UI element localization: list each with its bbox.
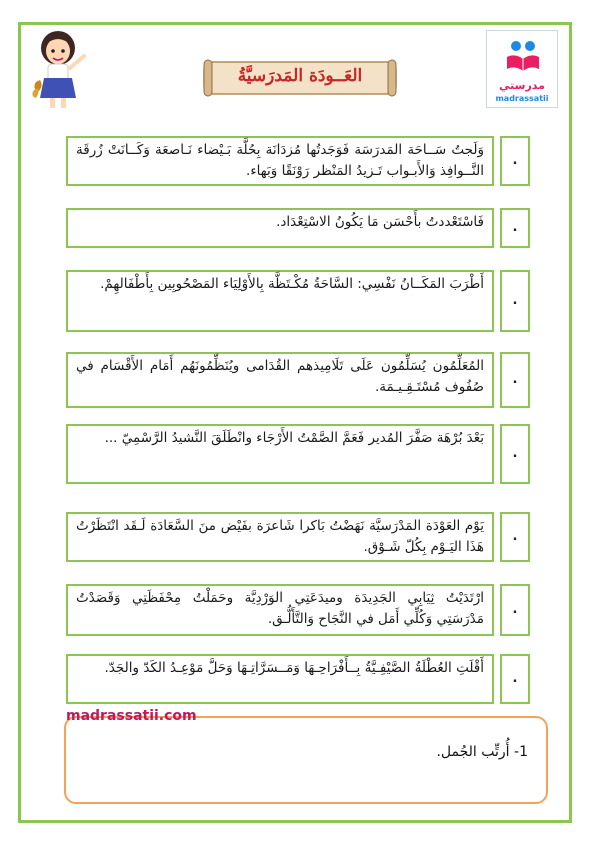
sentence-row — [66, 136, 530, 186]
order-number: . — [512, 220, 518, 235]
order-number-box[interactable] — [500, 424, 530, 484]
order-number: . — [512, 153, 518, 168]
sentence-row — [66, 208, 530, 248]
sentence-row — [66, 270, 530, 332]
order-number: . — [512, 529, 518, 544]
question-box — [64, 716, 548, 804]
question-text: 1- أُرتِّب الجُمل. — [436, 744, 528, 760]
watermark: madrassatii.com — [66, 708, 197, 724]
order-number-box[interactable] — [500, 270, 530, 332]
sentence-text: أَقْلَتِ العُطْلَةُ الصَّيْفِـيَّةُ بِــأَفْرَاحِـهَا وَمَــسَرَّاتِـهَا وَحَلَّ مَوْعِـدُ الكَدّ والجَدّ. — [66, 654, 494, 704]
order-number-box[interactable] — [500, 352, 530, 408]
sentence-row — [66, 584, 530, 636]
order-number-box[interactable] — [500, 584, 530, 636]
order-number-box[interactable] — [500, 512, 530, 562]
sentence-row — [66, 512, 530, 562]
order-number: . — [512, 602, 518, 617]
logo-latin-text: madrassatii — [495, 94, 549, 103]
sentence-text: ارْتَدَيْتُ ثِيَابِي الجَدِيدَة وميدَعَتِي الوَرْدِيَّة وحَمَلْتُ مِحْفَظَتِي وَقَصَدْتُ مَدْرَسَتِي وَكُلِّي أَمَل في النَّجَاح وَالتَّأَلُّـق. — [66, 584, 494, 636]
sentence-row — [66, 352, 530, 408]
order-number-box[interactable] — [500, 208, 530, 248]
sentence-text: فَاسْتَعْددتُ بأَحْسَن مَا يَكُونُ الاسْتِعْدَاد. — [66, 208, 494, 248]
order-number: . — [512, 372, 518, 387]
sentence-text: أَطْرَبَ المَكَــانُ نَفْسِي: السَّاحَةُ مُكْـتَظَّة بِالأَوْلِيَاء المَصْحُوبِين بِأَطْفَالهِمْ. — [66, 270, 494, 332]
order-number: . — [512, 446, 518, 461]
sentence-text: يَوْم العَوْدَة المَدْرَسيَّة نَهَضْتُ بَاكرا شَاعرَة بفَيْض منَ السَّعَادَة لَـقَد انْتَظَرْتُ هَذَا اليَـوْم بِكُلّ شَـوْق. — [66, 512, 494, 562]
sentence-row — [66, 424, 530, 484]
order-number-box[interactable] — [500, 136, 530, 186]
logo-book-icon — [505, 39, 541, 73]
order-number: . — [512, 671, 518, 686]
title-banner — [200, 58, 400, 98]
order-number: . — [512, 293, 518, 308]
sentence-row — [66, 654, 530, 704]
order-number-box[interactable] — [500, 654, 530, 704]
logo-arabic-text: مدرستي — [499, 79, 545, 92]
girl-illustration — [28, 26, 92, 112]
page-title: العَــودَة المَدرَسيَّةُ — [237, 66, 363, 86]
sentence-text: المُعَلِّمُون يُسَلِّمُون عَلَى تَلَامِيذهم القُدَامى ويُنَظِّمُونَهُم أَمَام الأَقْسَام في صُفُوف مُسْتَـقِـيـمَة. — [66, 352, 494, 408]
sentence-text: بَعْدَ بُرْهَة صَفَّرَ المُدير فَعَمَّ الصَّمْتُ الأَرْجَاء وانْطَلَقَ النَّشيدُ الرَّسْمِيّ ... — [66, 424, 494, 484]
sentence-text: وَلَجتُ سَــاحَة المَدرَسَة فَوَجَدتُها مُزدَانَة بِحُلَّة بَـيْضاء نَـاصعَة وَكَــانَتْ زُرقَة النَّــوافِذ وَالأَبـواب تَـزيدُ المَنْظر رَوْنَقًا وَبَهاء. — [66, 136, 494, 186]
site-logo — [486, 30, 558, 108]
